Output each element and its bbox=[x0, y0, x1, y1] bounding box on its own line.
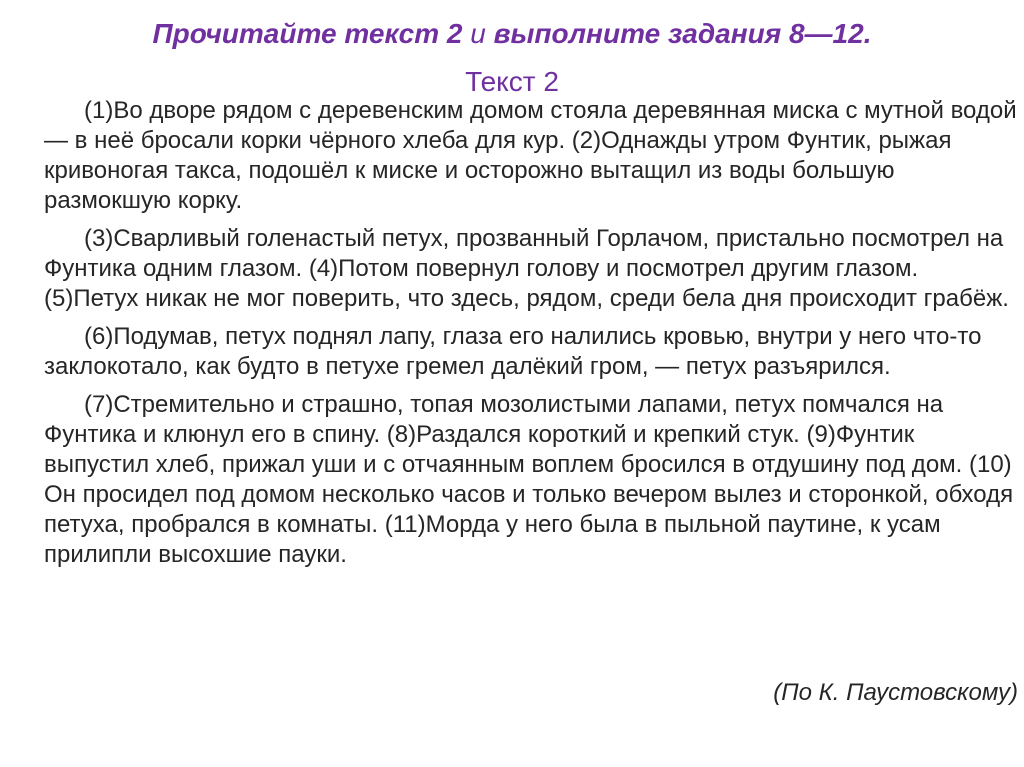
slide-header bbox=[0, 10, 1024, 100]
attribution: (По К. Паустовскому) bbox=[773, 679, 1018, 706]
paragraph-4: (7)Стремительно и страшно, топая мозолистыми лапами, петух помчался на Фунтика и клюнул его в спину. (8)Раздался короткий и крепкий стук. (9)Фунтик выпустил хлеб, прижал уши и с отчаянным воплем бросился в отдушину под дом. (10) Он просидел под домом несколько часов и только вечером вылез и сторонкой, обходя петуха, пробрался в комнаты. (11)Морда у него была в пыльной паутине, к усам прилипли высохшие пауки. bbox=[44, 391, 1014, 568]
page-title bbox=[0, 16, 1024, 52]
text-body bbox=[44, 96, 1018, 578]
paragraph-3: (6)Подумав, петух поднял лапу, глаза его налились кровью, внутри у него что-то заклокотало, как будто в петухе гремел далёкий гром, — петух разъярился. bbox=[44, 323, 982, 380]
title-part-2: и bbox=[462, 18, 494, 49]
title-part-3: выполните задания 8—12. bbox=[493, 18, 872, 49]
paragraph-2: (3)Сварливый голенастый петух, прозванный Горлачом, пристально посмотрел на Фунтика одним глазом. (4)Потом повернул голову и посмотрел другим глазом. (5)Петух никак не мог поверить, что здесь, рядом, среди бела дня происходит грабёж. bbox=[44, 225, 1009, 312]
page-subtitle: Текст 2 bbox=[465, 66, 559, 97]
title-part-1: Прочитайте текст 2 bbox=[152, 18, 463, 49]
paragraph-1: (1)Во дворе рядом с деревенским домом стояла деревянная миска с мутной водой — в неё бросали корки чёрного хлеба для кур. (2)Однажды утром Фунтик, рыжая кривоногая такса, подошёл к миске и осторожно вытащил из воды большую размокшую корку. bbox=[44, 97, 1017, 214]
